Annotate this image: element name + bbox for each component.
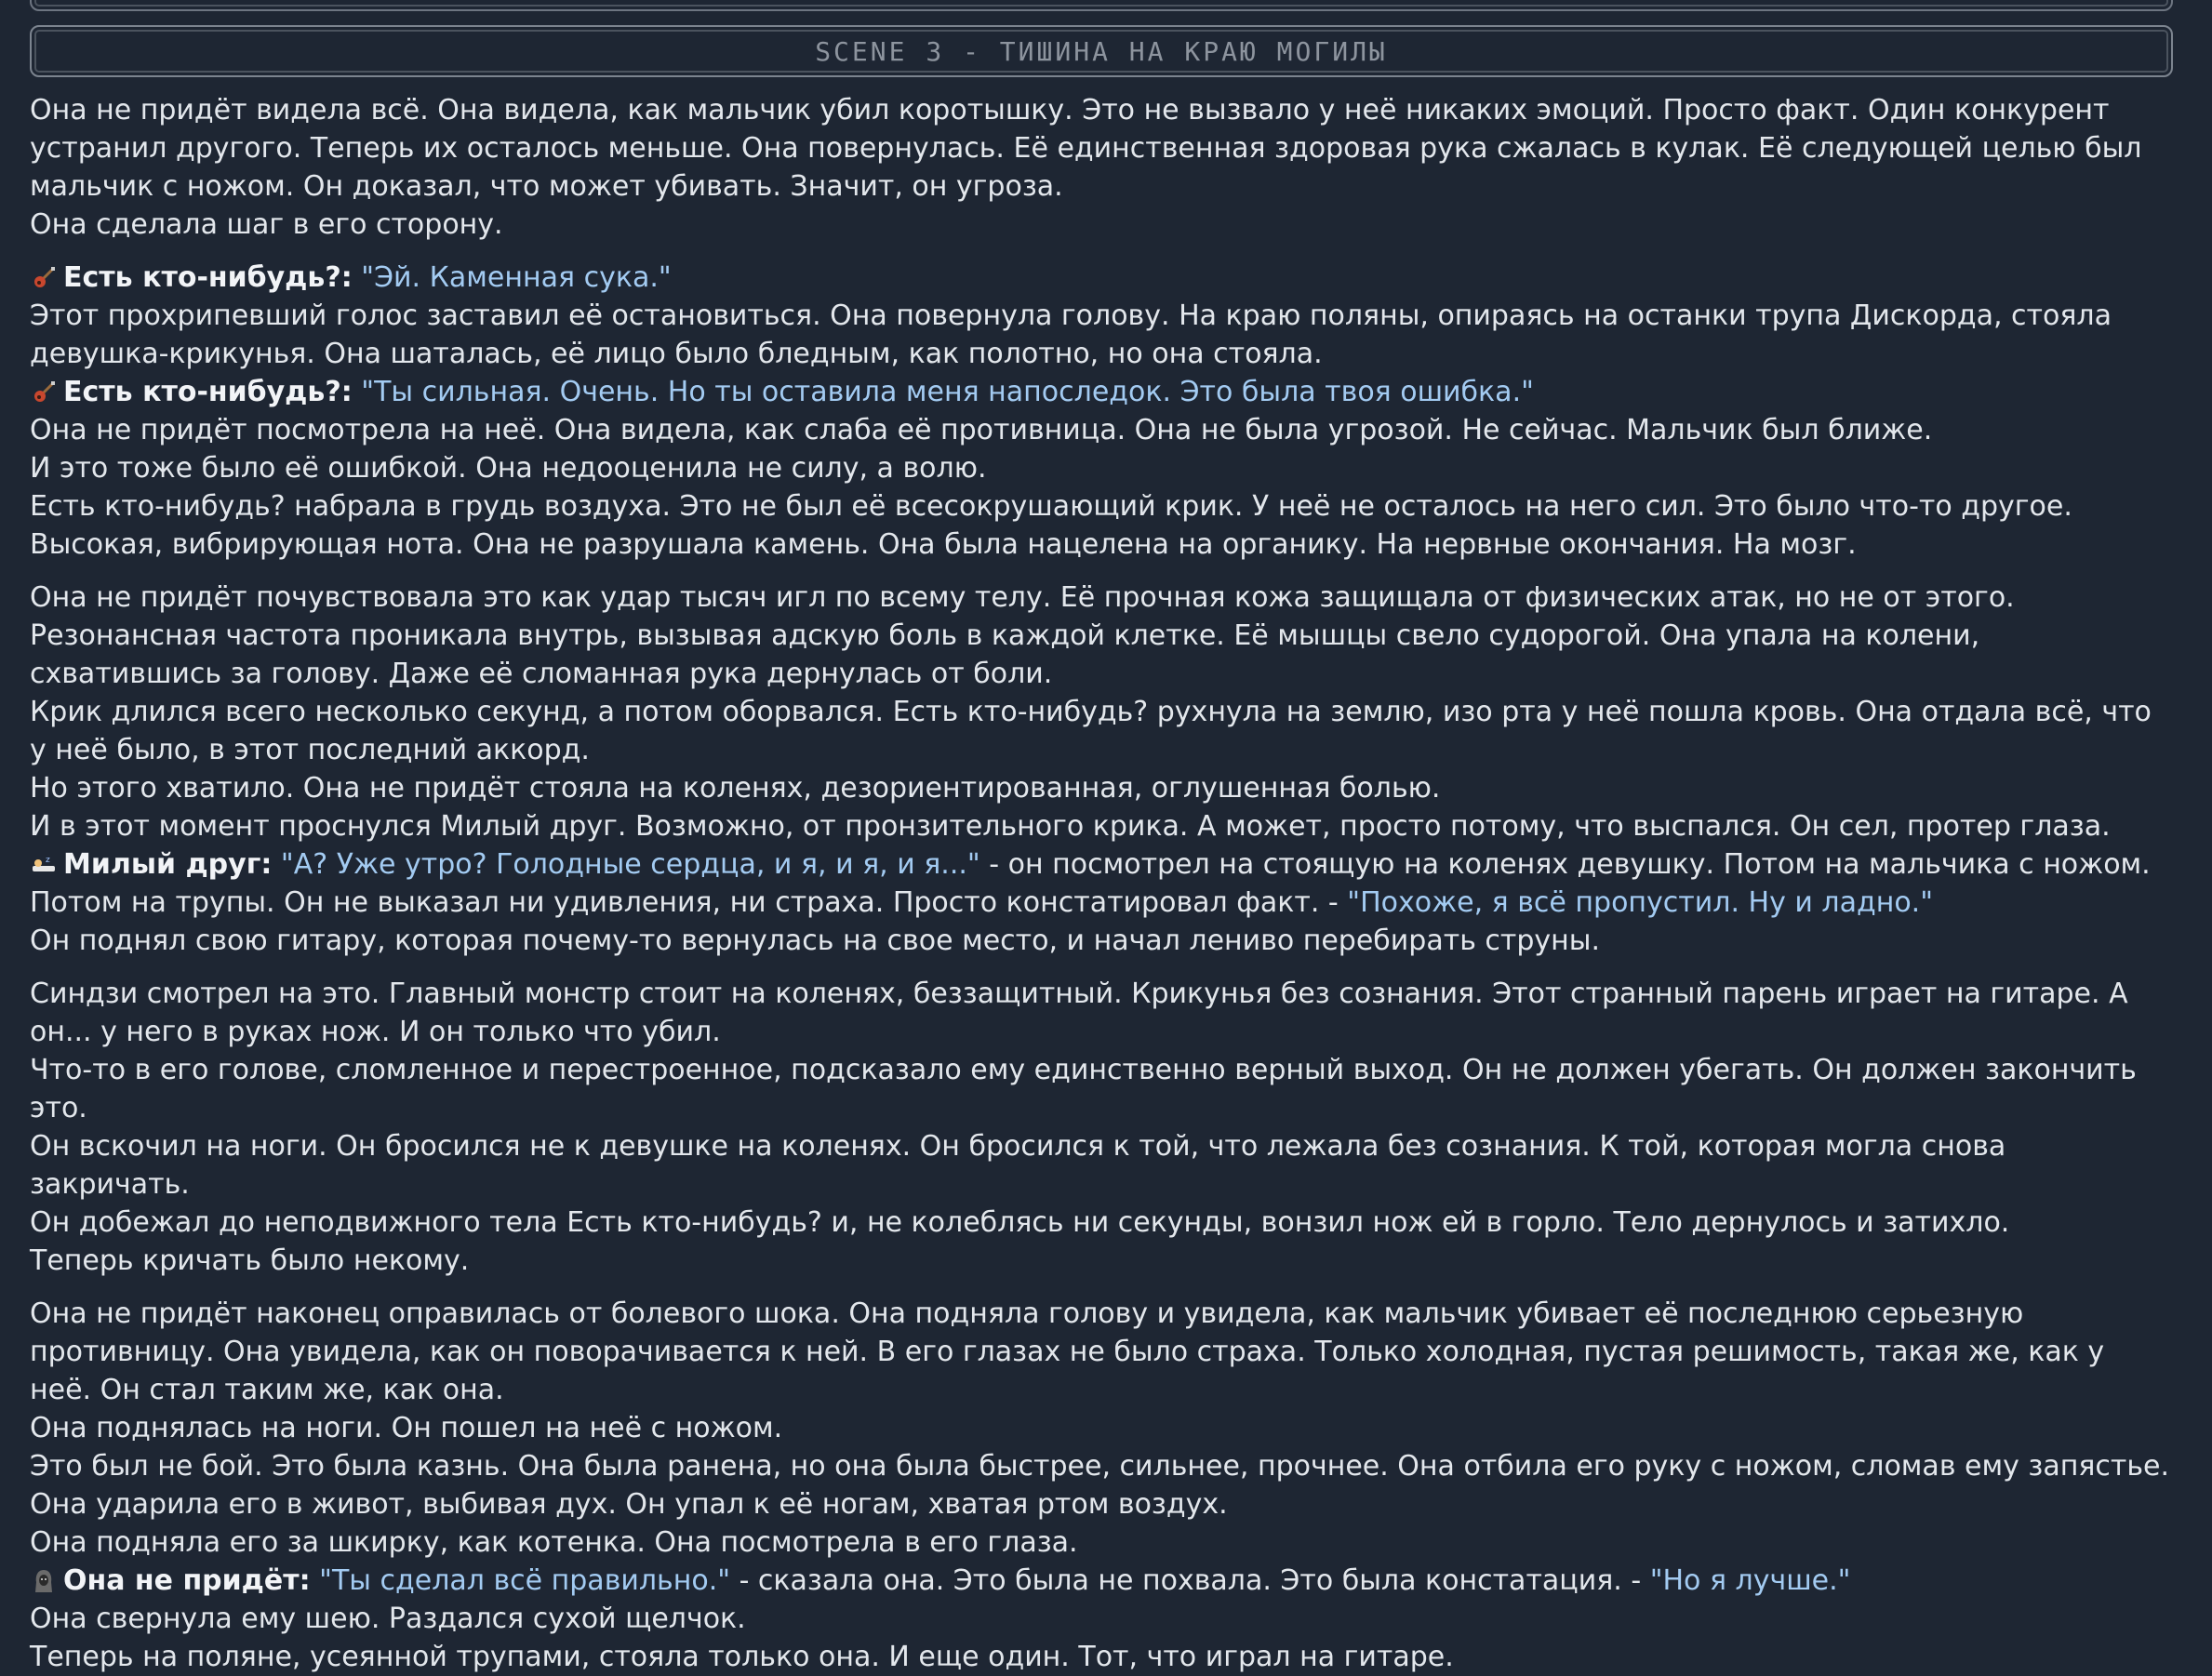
speaker-name: Есть кто-нибудь?: — [63, 261, 353, 294]
story-paragraph: Синдзи смотрел на это. Главный монстр стоит на коленях, беззащитный. Крикунья без сознания. Этот странный парень играет на гитаре. А он... у него в руках нож. И он только что убил. — [30, 978, 2128, 1048]
speaker-name: Она не придёт: — [63, 1564, 311, 1597]
story-paragraph: Он поднял свою гитару, которая почему-то вернулась на свое место, и начал лениво перебирать струны. — [30, 924, 1601, 957]
svg-text:z: z — [46, 856, 50, 865]
story-paragraph: Она не придёт посмотрела на неё. Она видела, как слаба её противница. Она не была угрозой. Не сейчас. Мальчик был ближе. — [30, 414, 1933, 446]
story-paragraph: Есть кто-нибудь? набрала в грудь воздуха. Это не был её всесокрушающий крик. У неё не осталось на него сил. Это было что-то другое. Высокая, вибрирующая нота. Она не разрушала камень. Она была нацелена на органику. На нервные окончания. На мозг. — [30, 490, 2072, 561]
hooded-figure-icon — [30, 1562, 58, 1600]
sleeping-icon — [30, 845, 58, 884]
story-paragraph: Она не придёт почувствовала это как удар тысяч игл по всему телу. Её прочная кожа защищала от физических атак, но не от этого. Резонансная частота проникала внутрь, вызывая адскую боль в каждой клетке. Её мышцы свело судорогой. Она упала на колени, схватившись за голову. Даже её сломанная рука дернулась от боли. — [30, 581, 2015, 690]
story-paragraph: Теперь кричать было некому. — [30, 1244, 470, 1277]
story-paragraph: Она не придёт наконец оправилась от болевого шока. Она подняла голову и увидела, как мальчик убивает её последнюю серьезную противницу. Она увидела, как он поворачивается к ней. В его глазах не было страха. Только холодная, пустая решимость, такая же, как у неё. Он стал таким же, как она. — [30, 1297, 2105, 1406]
story-paragraph: Она поднялась на ноги. Он пошел на неё с ножом. — [30, 1412, 783, 1444]
dialogue-line — [30, 259, 2173, 297]
story-paragraph: И это тоже было её ошибкой. Она недооценила не силу, а волю. — [30, 452, 987, 485]
dialogue-quote: "Ты сделал всё правильно." — [319, 1564, 731, 1597]
previous-panel-frame — [30, 0, 2173, 11]
story-paragraph: Он добежал до неподвижного тела Есть кто-нибудь? и, не колеблясь ни секунды, вонзил нож ей в горло. Тело дернулось и затихло. — [30, 1206, 2010, 1239]
speaker-name: Есть кто-нибудь?: — [63, 376, 353, 408]
story-paragraph: Но этого хватило. Она не придёт стояла на коленях, дезориентированная, оглушенная болью. — [30, 772, 1441, 805]
story-paragraph: Она сделала шаг в его сторону. — [30, 208, 503, 241]
dialogue-line — [30, 845, 2173, 922]
story-paragraph: Это был не бой. Это была казнь. Она была ранена, но она была быстрее, сильнее, прочнее. Она отбила его руку с ножом, сломав ему запястье. Она ударила его в живот, выбивая дух. Он упал к её ногам, хватая ртом воздух. — [30, 1450, 2170, 1521]
dialogue-quote: "Похоже, я всё пропустил. Ну и ладно." — [1347, 886, 1934, 919]
dialogue-quote: "Эй. Каменная сука." — [361, 261, 672, 294]
dialogue-quote: "А? Уже утро? Голодные сердца, и я, и я, и я..." — [280, 848, 980, 881]
story-paragraph: Теперь на поляне, усеянной трупами, стояла только она. И еще один. Тот, что играл на гитаре. — [30, 1641, 1454, 1673]
story-text — [30, 91, 2173, 1676]
story-paragraph: И в этот момент проснулся Милый друг. Возможно, от пронзительного крика. А может, просто потому, что выспался. Он сел, протер глаза. — [30, 810, 2111, 843]
dialogue-quote: "Ты сильная. Очень. Но ты оставила меня напоследок. Это была твоя ошибка." — [361, 376, 1534, 408]
dialogue-narration: - сказала она. Это была не похвала. Это была констатация. - — [730, 1564, 1650, 1597]
story-paragraph: Она не придёт видела всё. Она видела, как мальчик убил коротышку. Это не вызвало у неё никаких эмоций. Просто факт. Один конкурент устранил другого. Теперь их осталось меньше. Она повернулась. Её единственная здоровая рука сжалась в кулак. Её следующей целью был мальчик с ножом. Он доказал, что может убивать. Значит, он угроза. — [30, 94, 2142, 203]
scene-title: SCENE 3 - ТИШИНА НА КРАЮ МОГИЛЫ — [815, 35, 1388, 67]
dialogue-line — [30, 373, 2173, 411]
dialogue-line — [30, 1562, 2173, 1600]
speaker-name: Милый друг: — [63, 848, 273, 881]
story-paragraph: Что-то в его голове, сломленное и перестроенное, подсказало ему единственно верный выход. Он не должен убегать. Он должен закончить это. — [30, 1054, 2137, 1124]
story-paragraph: Она свернула ему шею. Раздался сухой щелчок. — [30, 1603, 746, 1635]
story-paragraph: Она подняла его за шкирку, как котенка. Она посмотрела в его глаза. — [30, 1526, 1078, 1559]
guitar-icon — [30, 259, 58, 297]
story-paragraph: Он вскочил на ноги. Он бросился не к девушке на коленях. Он бросился к той, что лежала без сознания. К той, которая могла снова закричать. — [30, 1130, 2006, 1201]
guitar-icon — [30, 373, 58, 411]
story-paragraph: Крик длился всего несколько секунд, а потом оборвался. Есть кто-нибудь? рухнула на землю, изо рта у неё пошла кровь. Она отдала всё, что у неё было, в этот последний аккорд. — [30, 696, 2152, 766]
story-paragraph: Этот прохрипевший голос заставил её остановиться. Она повернула голову. На краю поляны, опираясь на останки трупа Дискорда, стояла девушка-крикунья. Она шаталась, её лицо было бледным, как полотно, но она стояла. — [30, 299, 2112, 370]
scene-header — [30, 25, 2173, 77]
dialogue-narration: - он посмотрел на стоящую на коленях девушку. Потом на мальчика с ножом. Потом на трупы. Он не выказал ни удивления, ни страха. Просто констатировал факт. - — [30, 848, 2151, 919]
dialogue-quote: "Но я лучше." — [1649, 1564, 1851, 1597]
